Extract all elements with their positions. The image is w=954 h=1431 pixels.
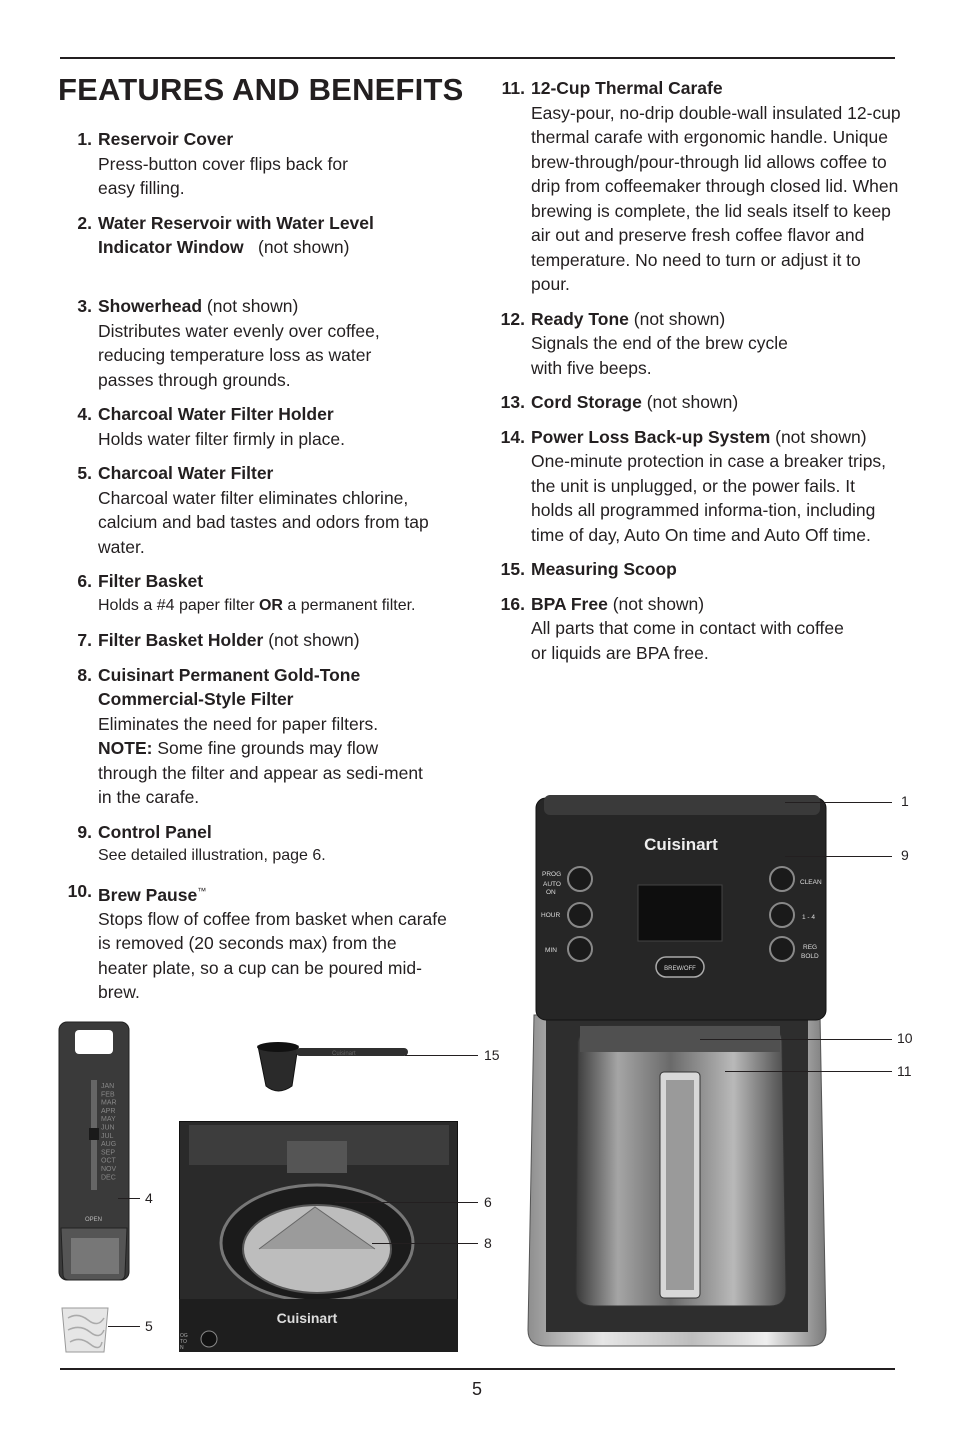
month-label: APR	[101, 1107, 116, 1115]
svg-text:Cuisinart: Cuisinart	[332, 1051, 356, 1057]
month-label: AUG	[101, 1141, 117, 1149]
svg-text:PROG: PROG	[542, 871, 562, 878]
callout-4: 4	[145, 1190, 153, 1206]
note-label: NOTE:	[98, 738, 153, 758]
right-column	[493, 76, 905, 675]
callout-5: 5	[145, 1318, 153, 1334]
svg-text:TO: TO	[180, 1339, 187, 1345]
svg-text:1 - 4: 1 - 4	[802, 914, 816, 921]
callout-6: 6	[484, 1194, 492, 1210]
min-button	[568, 937, 592, 961]
water-filter-holder-illustration	[55, 1018, 145, 1286]
callout-10: 10	[897, 1030, 913, 1046]
svg-text:AUTO: AUTO	[543, 881, 561, 888]
feature-item-12: 12. Ready Tone (not shown) Signals the end of the brew cycle with five beeps.	[500, 308, 788, 378]
svg-text:HOUR: HOUR	[541, 912, 561, 919]
feature-item-15: 15. Measuring Scoop	[500, 559, 677, 579]
month-label: DEC	[101, 1174, 116, 1182]
month-label: JAN	[101, 1083, 115, 1090]
svg-text:Cuisinart: Cuisinart	[276, 1310, 338, 1326]
feature-item-10: 10. Brew Pause™ Stops flow of coffee from basket when carafe is removed (20 seconds max) from the heater plate, so a cup can be poured mid-brew.	[67, 880, 447, 1003]
reg-bold-button	[770, 937, 794, 961]
month-label: OCT	[101, 1157, 116, 1165]
callout-1: 1	[901, 793, 909, 809]
month-label: JUL	[101, 1132, 114, 1140]
coffeemaker-illustration	[520, 790, 840, 1360]
hour-button	[568, 903, 592, 927]
feature-item-14: 14. Power Loss Back-up System (not shown) One-minute protection in case a breaker trips, the unit is unplugged, or the power fails. It holds all programmed informa-tion, including time of day, Auto On time and Auto Off time.	[500, 426, 887, 545]
month-label: MAY	[101, 1116, 116, 1124]
feature-item-9: 9. Control Panel See detailed illustration, page 6.	[77, 821, 326, 864]
feature-item-13: 13. Cord Storage (not shown)	[500, 392, 739, 412]
svg-text:REG: REG	[803, 944, 818, 951]
feature-item-3: 3. Showerhead (not shown) Distributes water evenly over coffee, reducing temperature loss as water passes through grounds.	[77, 296, 380, 390]
feature-item-16: 16. BPA Free (not shown) All parts that come in contact with coffee or liquids are BPA free.	[500, 593, 844, 663]
month-label: MAR	[101, 1099, 117, 1107]
svg-text:N: N	[180, 1345, 184, 1351]
brand-logo: Cuisinart	[644, 835, 718, 854]
svg-text:MIN: MIN	[545, 947, 557, 954]
callout-9: 9	[901, 847, 909, 863]
feature-item-6: 6. Filter Basket Holds a #4 paper filter OR a permanent filter.	[77, 571, 416, 614]
feature-item-1: 1. Reservoir Cover Press-button cover flips back for easy filling.	[60, 127, 480, 201]
feature-item-7: 7. Filter Basket Holder (not shown)	[77, 630, 360, 650]
display-screen	[638, 885, 722, 941]
clean-button	[770, 867, 794, 891]
svg-text:OG: OG	[180, 1333, 188, 1339]
month-label: NOV	[101, 1166, 117, 1173]
feature-item-4: 4. Charcoal Water Filter Holder Holds water filter firmly in place.	[77, 404, 346, 449]
filter-basket-photo	[179, 1121, 458, 1352]
svg-text:BREW/OFF: BREW/OFF	[664, 966, 696, 972]
left-column	[60, 127, 480, 1015]
month-label: FEB	[101, 1091, 115, 1099]
month-label: JUN	[101, 1124, 115, 1132]
one-four-button	[770, 903, 794, 927]
top-rule	[60, 57, 895, 59]
feature-item-5: 5. Charcoal Water Filter Charcoal water filter eliminates chlorine, calcium and bad tastes and odors from tap water.	[77, 463, 429, 557]
svg-text:BOLD: BOLD	[801, 953, 819, 960]
svg-text:OPEN: OPEN	[85, 1217, 103, 1223]
prog-button	[568, 867, 592, 891]
feature-desc: Press-button cover flips back for easy filling.	[98, 153, 348, 198]
svg-text:CLEAN: CLEAN	[800, 879, 822, 886]
svg-text:ON: ON	[546, 889, 556, 896]
measuring-scoop-illustration	[252, 1040, 412, 1096]
charcoal-filter-illustration	[58, 1302, 114, 1356]
callout-15: 15	[484, 1047, 500, 1063]
page-title: FEATURES AND BENEFITS	[58, 72, 464, 107]
callout-11: 11	[897, 1063, 912, 1079]
callout-8: 8	[484, 1235, 492, 1251]
month-label: SEP	[101, 1149, 116, 1157]
feature-item-2: 2. Water Reservoir with Water Level Indicator Window (not shown)	[77, 212, 374, 257]
page-number: 5	[471, 1379, 482, 1399]
feature-item-8: 8. Cuisinart Permanent Gold-Tone Commercial-Style Filter Eliminates the need for paper filters. NOTE: Some fine grounds may flow through the filter and appear as sedi-ment in the carafe.	[77, 664, 423, 807]
feature-item-11: 11. 12-Cup Thermal Carafe Easy-pour, no-drip double-wall insulated 12-cup thermal carafe with ergonomic handle. Unique brew-through/pour-through lid allows coffee to drip from coffeemaker through closed lid. When brewing is complete, the lid seals itself to keep air out and preserve fresh coffee flavor and temperature. No need to turn or adjust it to pour.	[501, 78, 901, 294]
bottom-rule	[60, 1368, 895, 1370]
